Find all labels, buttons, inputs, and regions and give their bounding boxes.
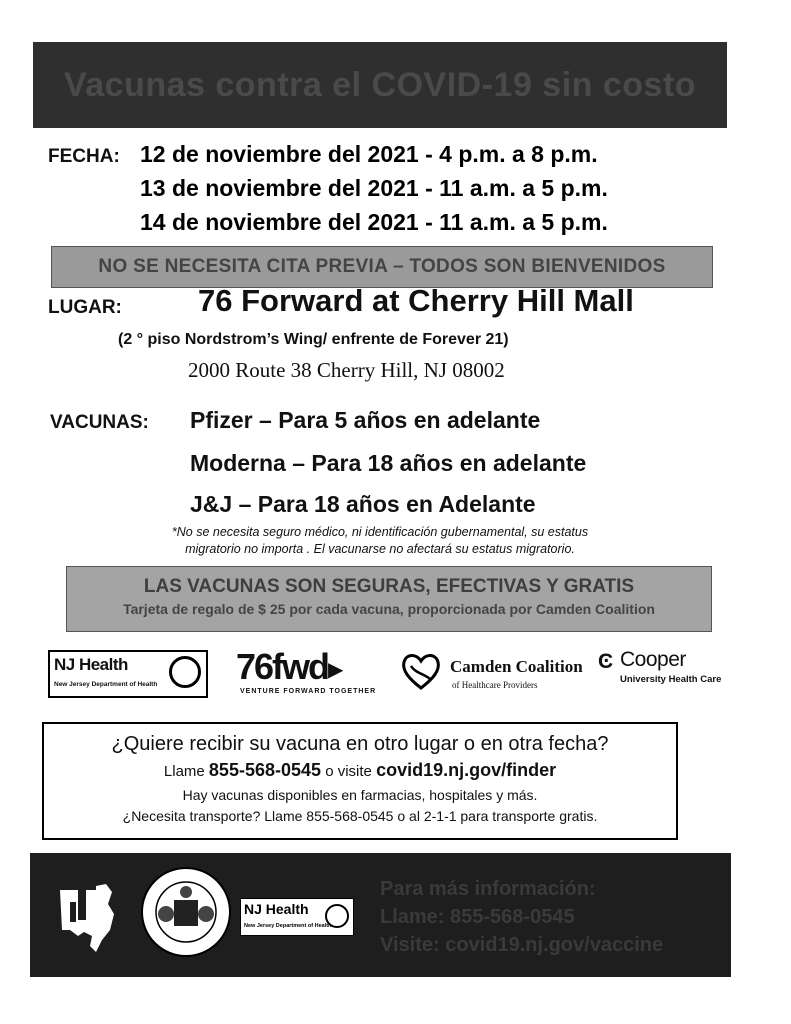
no-appointment-text: NO SE NECESITA CITA PREVIA – TODOS SON BIENVENIDOS (98, 256, 666, 277)
nj-health-logo-title: NJ Health (54, 655, 128, 674)
camden-coalition-subtitle: of Healthcare Providers (452, 680, 538, 690)
info-availability: Hay vacunas disponibles en farmacias, hospitales y más. (182, 787, 538, 803)
info-phone: 855-568-0545 (208, 760, 322, 780)
location-label: LUGAR: (48, 297, 122, 318)
nj-state-seal-icon (140, 866, 232, 958)
nj-state-outline-icon (56, 880, 120, 956)
bottom-nj-health-title: NJ Health (244, 901, 309, 917)
date-line-2: 13 de noviembre del 2021 - 11 a.m. a 5 p.m. (140, 175, 608, 201)
date-line-3: 14 de noviembre del 2021 - 11 a.m. a 5 p.m. (140, 209, 608, 235)
nj-health-seal-icon (169, 656, 201, 688)
more-info-visit: Visite: covid19.nj.gov/vaccine (380, 934, 664, 956)
vaccine-item-jj: J&J – Para 18 años en Adelante (190, 491, 536, 517)
camden-coalition-name: Camden Coalition (450, 657, 583, 676)
vaccine-item-moderna: Moderna – Para 18 años en adelante (190, 450, 587, 476)
more-info-call: Llame: 855-568-0545 (380, 906, 575, 928)
info-call-line (44, 760, 676, 781)
nj-health-logo-subtitle: New Jersey Department of Health (54, 681, 158, 688)
location-name: 76 Forward at Cherry Hill Mall (198, 283, 634, 318)
location-address: 2000 Route 38 Cherry Hill, NJ 08002 (188, 358, 505, 382)
vaccines-label: VACUNAS: (50, 412, 149, 433)
date-label: FECHA: (48, 146, 120, 167)
cooper-c-icon: Ͼ (598, 650, 614, 673)
info-transport: ¿Necesita transporte? Llame 855-568-0545 o al 2-1-1 para transporte gratis. (122, 808, 598, 824)
info-title: ¿Quiere recibir su vacuna en otro lugar o en otra fecha? (111, 733, 609, 755)
no-appointment-banner (51, 246, 713, 288)
page-title: Vacunas contra el COVID-19 sin costo (63, 65, 697, 104)
cooper-logo-subtitle: University Health Care (620, 674, 722, 685)
location-floor: (2 ° piso Nordstrom’s Wing/ enfrente de Forever 21) (118, 331, 509, 348)
76fwd-logo-subtitle: VENTURE FORWARD TOGETHER (240, 688, 377, 695)
cooper-logo-name: Cooper (620, 648, 686, 671)
info-call-prefix: Llame (163, 763, 205, 780)
play-arrow-icon: ▶ (328, 658, 342, 681)
bottom-nj-health-subtitle: New Jersey Department of Health (244, 923, 332, 929)
info-website-link[interactable]: covid19.nj.gov/finder (376, 760, 557, 780)
nj-health-logo (48, 650, 208, 698)
vaccine-item-pfizer: Pfizer – Para 5 años en adelante (190, 407, 541, 433)
camden-coalition-heart-icon (398, 648, 444, 694)
date-line-1: 12 de noviembre del 2021 - 4 p.m. a 8 p.m. (140, 141, 598, 167)
bottom-nj-health-seal-icon (325, 904, 349, 928)
info-visit-prefix: o visite (325, 763, 372, 780)
safety-banner (66, 566, 712, 632)
vaccines-note-line-2: migratorio no importa . El vacunarse no afectará su estatus migratorio. (185, 542, 575, 556)
vaccines-note-line-1: *No se necesita seguro médico, ni identificación gubernamental, su estatus (171, 525, 589, 539)
bottom-nj-health-logo (240, 898, 354, 936)
title-banner (33, 42, 727, 128)
info-box (42, 722, 678, 840)
76fwd-logo (236, 646, 341, 688)
76fwd-logo-title: 76fwd (236, 646, 329, 687)
vaccines-note (120, 524, 640, 558)
safety-subtitle: Tarjeta de regalo de $ 25 por cada vacuna, proporcionada por Camden Coalition (123, 601, 655, 617)
safety-title: LAS VACUNAS SON SEGURAS, EFECTIVAS Y GRATIS (143, 576, 635, 597)
more-info-heading: Para más información: (380, 878, 596, 900)
